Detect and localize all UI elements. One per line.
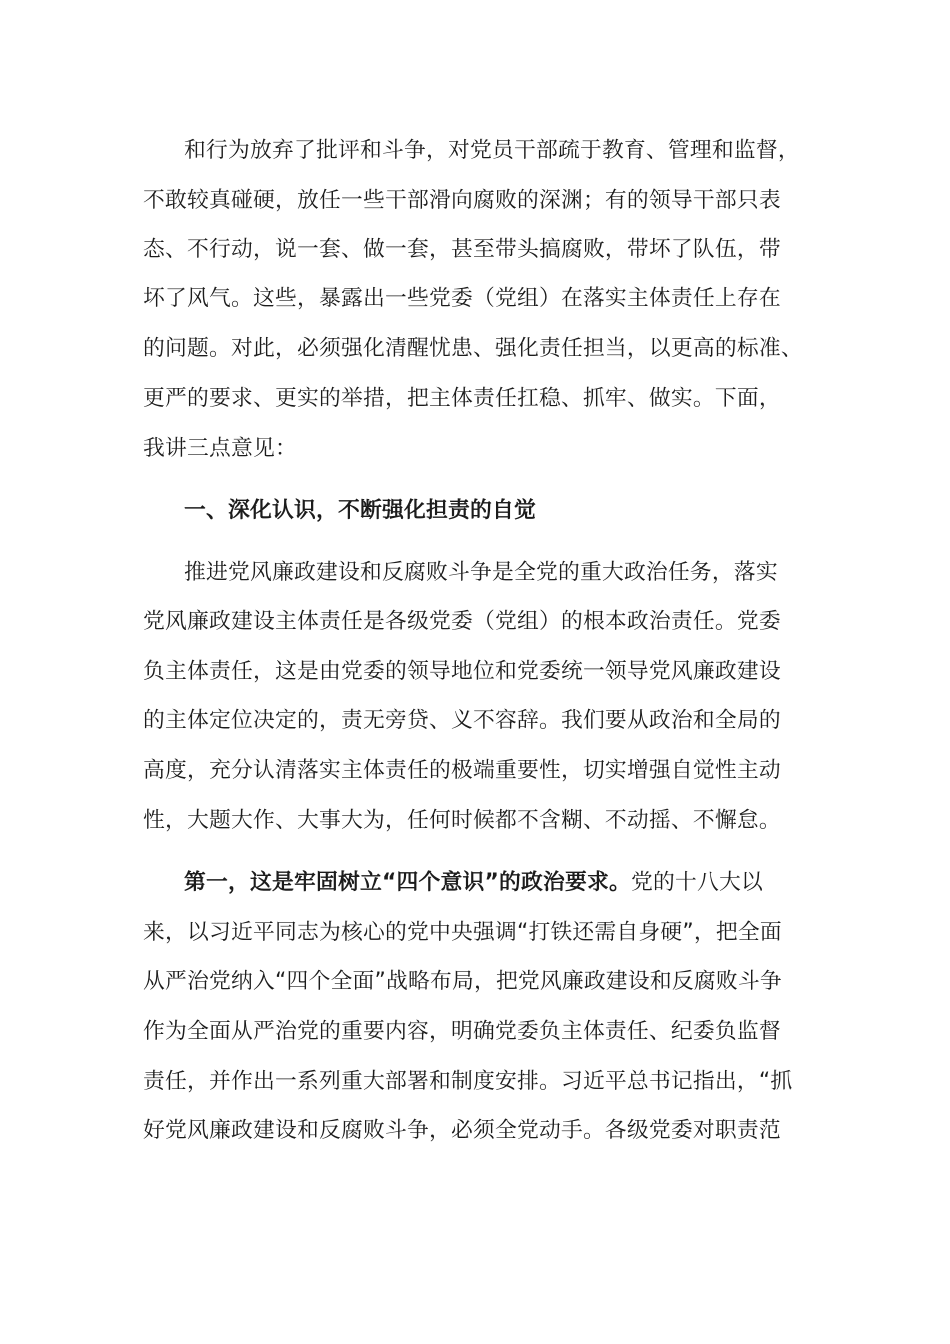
paragraph-line: 高度，充分认清落实主体责任的极端重要性，切实增强自觉性主动 bbox=[143, 758, 781, 783]
paragraph-line bbox=[184, 866, 814, 900]
paragraph-line: 的主体定位决定的，责无旁贷、义不容辞。我们要从政治和全局的 bbox=[143, 708, 781, 733]
paragraph-line: 作为全面从严治党的重要内容，明确党委负主体责任、纪委负监督 bbox=[143, 1019, 781, 1044]
paragraph-line: 负主体责任，这是由党委的领导地位和党委统一领导党风廉政建设 bbox=[143, 659, 781, 684]
paragraph-line: 责任，并作出一系列重大部署和制度安排。习近平总书记指出，“抓 bbox=[143, 1069, 793, 1094]
paragraph-line: 推进党风廉政建设和反腐败斗争是全党的重大政治任务，落实 bbox=[184, 560, 778, 585]
paragraph-line: 我讲三点意见： bbox=[143, 436, 297, 461]
paragraph-line: 态、不行动，说一套、做一套，甚至带头搞腐败，带坏了队伍，带 bbox=[143, 237, 781, 262]
paragraph-line: 从严治党纳入“四个全面”战略布局，把党风廉政建设和反腐败斗争 bbox=[143, 969, 782, 994]
subheading-lead: 第一，这是牢固树立“四个意识”的政治要求。 bbox=[184, 870, 631, 895]
paragraph-line: 不敢较真碰硬，放任一些干部滑向腐败的深渊；有的领导干部只表 bbox=[143, 188, 781, 213]
paragraph-line: 党风廉政建设主体责任是各级党委（党组）的根本政治责任。党委 bbox=[143, 609, 781, 634]
paragraph-line: 性，大题大作、大事大为，任何时候都不含糊、不动摇、不懈怠。 bbox=[143, 808, 781, 833]
paragraph-line: 和行为放弃了批评和斗争，对党员干部疏于教育、管理和监督， bbox=[184, 138, 800, 163]
paragraph-line: 好党风廉政建设和反腐败斗争，必须全党动手。各级党委对职责范 bbox=[143, 1118, 781, 1143]
paragraph-line: 更严的要求、更实的举措，把主体责任扛稳、抓牢、做实。下面， bbox=[143, 386, 781, 411]
paragraph-line: 坏了风气。这些，暴露出一些党委（党组）在落实主体责任上存在 bbox=[143, 286, 781, 311]
paragraph-line: 来，以习近平同志为核心的党中央强调“打铁还需自身硬”，把全面 bbox=[143, 920, 782, 945]
section-heading: 一、深化认识，不断强化担责的自觉 bbox=[184, 498, 536, 523]
paragraph-line: 的问题。对此，必须强化清醒忧患、强化责任担当，以更高的标准、 bbox=[143, 336, 803, 361]
paragraph-text: 党的十八大以 bbox=[631, 870, 763, 895]
